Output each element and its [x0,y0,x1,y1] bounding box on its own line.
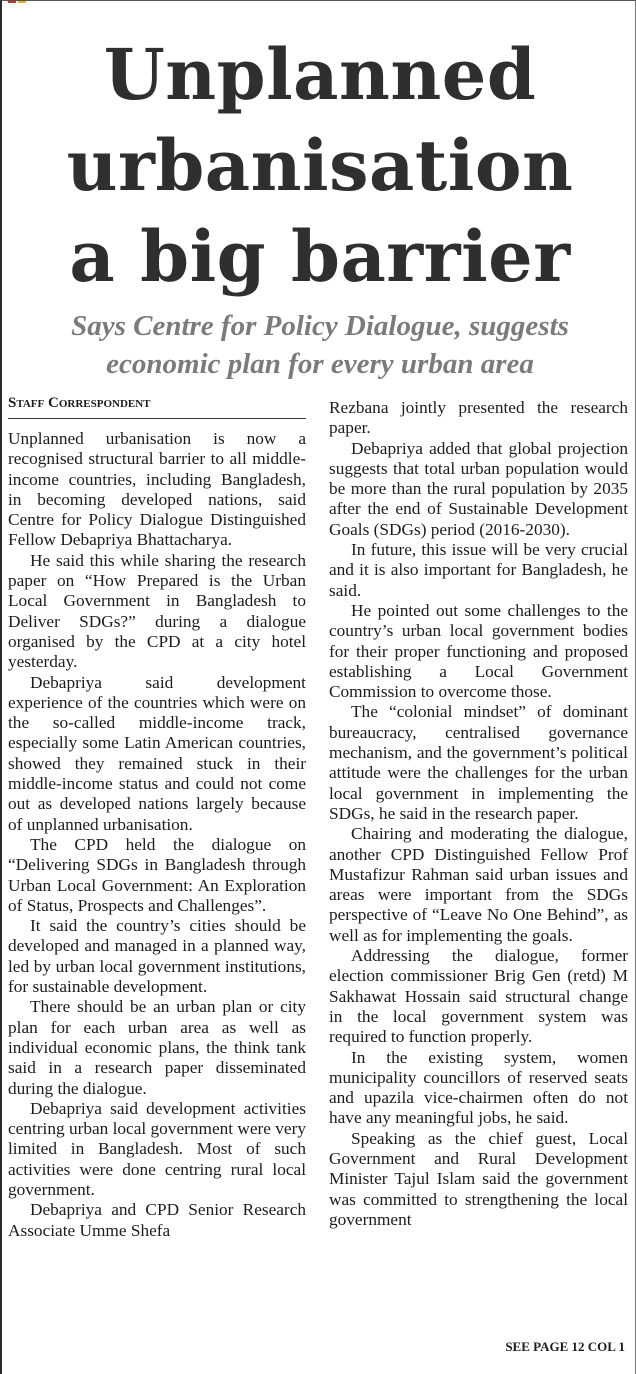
left-column [8,429,306,1241]
paragraph: Debapriya said development activities centring urban local government were very limited in Bangladesh. Most of such activities were done centring rural local government. [8,1098,306,1199]
paragraph: Debapriya said development experience of the countries which were on the so-called middle-income track, especially some Latin American countries, showed they remained stuck in their middle-income status and could not come out as developed nations largely because of unplanned urbanisation. [8,672,306,834]
paragraph: He said this while sharing the research paper on “How Prepared is the Urban Local Government in Bangladesh to Deliver SDGs?” during a dialogue organised by the CPD at a city hotel yesterday. [8,550,306,672]
red-mark [8,1,16,3]
subheadline [2,307,636,383]
top-edge-strip [2,1,162,7]
paragraph: It said the country’s cities should be developed and managed in a planned way, led by urban local government institutions, for sustainable development. [8,916,306,997]
paragraph: Debapriya and CPD Senior Research Associate Umme Shefa [8,1200,306,1240]
right-column [329,398,628,1230]
headline-line: urbanisation [66,124,574,207]
paragraph: Debapriya added that global projection suggests that total urban population would be more than the rural population by 2035 after the end of Sustainable Development Goals (SDGs) period (2016-2030). [329,438,628,539]
subheadline-line: Says Centre for Policy Dialogue, suggests [71,310,569,342]
continuation-jump-line: SEE PAGE 12 COL 1 [505,1339,625,1354]
paragraph: Addressing the dialogue, former election commissioner Brig Gen (retd) M Sakhawat Hossain said structural change in the local government system was required to function properly. [329,946,628,1047]
paragraph: Unplanned urbanisation is now a recognised structural barrier to all middle-income countries, including Bangladesh, in becoming developed nations, said Centre for Policy Dialogue Distinguished Fellow Debapriya Bhattacharya. [8,429,306,550]
paragraph: Speaking as the chief guest, Local Government and Rural Development Minister Tajul Islam said the government was committed to strengthening the local government [329,1128,628,1229]
paragraph: In the existing system, women municipality councillors of reserved seats and upazila vice-chairmen often do not have any meaningful jobs, he said. [329,1047,628,1128]
yellow-mark [18,1,26,3]
headline-line: a big barrier [69,215,571,298]
paragraph: Rezbana jointly presented the research paper. [329,398,628,438]
paragraph: Chairing and moderating the dialogue, another CPD Distinguished Fellow Prof Mustafizur Rahman said urban issues and areas were important from the SDGs perspective of “Leave No One Behind”, as well as for implementing the goals. [329,824,628,945]
headline [2,29,636,302]
paragraph: There should be an urban plan or city plan for each urban area as well as individual economic plans, the think tank said in a research paper disseminated during the dialogue. [8,997,306,1098]
paragraph: He pointed out some challenges to the country’s urban local government bodies for their proper functioning and proposed establishing a Local Government Commission to overcome those. [329,600,628,702]
paragraph: The “colonial mindset” of dominant bureaucracy, centralised governance mechanism, and the government’s political attitude were the challenges for the urban local government in implementing the SDGs, he said in the research paper. [329,702,628,823]
paragraph: In future, this issue will be very crucial and it is also important for Bangladesh, he said. [329,540,628,600]
headline-line: Unplanned [103,33,537,116]
paragraph: The CPD held the dialogue on “Delivering SDGs in Bangladesh through Urban Local Government: An Exploration of Status, Prospects and Challenges”. [8,834,306,915]
byline: Staff Correspondent [8,394,306,419]
subheadline-line: economic plan for every urban area [106,348,534,380]
